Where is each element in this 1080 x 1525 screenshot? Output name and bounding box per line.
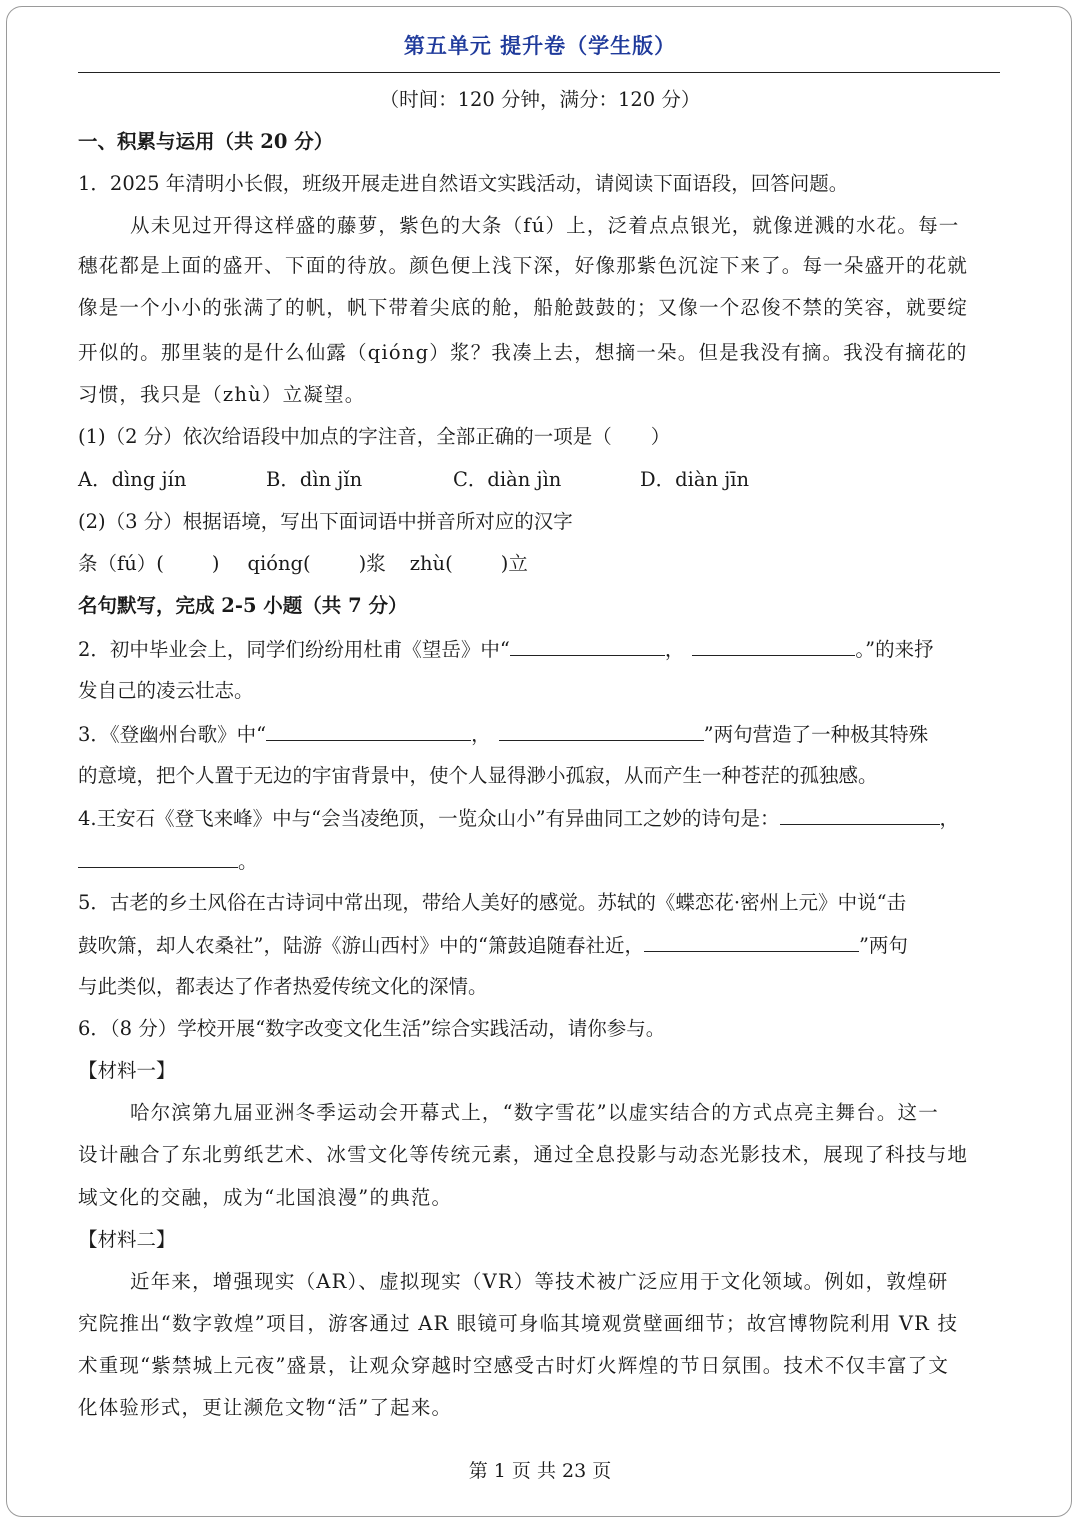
q3-text-b: ”两句营造了一种极其特殊 bbox=[703, 723, 929, 746]
material-1-line-1: 哈尔滨第九届亚洲冬季运动会开幕式上，“数字雪花”以虚实结合的方式点亮主舞台。这一 bbox=[130, 1101, 939, 1124]
q6-stem: 6．（8 分）学校开展“数字改变文化生活”综合实践活动，请你参与。 bbox=[78, 1017, 666, 1040]
passage-line-3: 像是一个小小的张满了的帆，帆下带着尖底的舱，船舱鼓鼓的；又像一个忍俊不禁的笑容，就要绽 bbox=[78, 296, 969, 319]
q2-text-a: 2．初中毕业会上，同学们纷纷用杜甫《望岳》中“ bbox=[78, 638, 510, 661]
q4-text-a: 4.王安石《登飞来峰》中与“会当凌绝顶，一览众山小”有异曲同工之妙的诗句是： bbox=[78, 807, 780, 830]
passage-line-5: 习惯，我只是（zhù）立凝望。 bbox=[78, 383, 366, 406]
q4-line-2 bbox=[78, 847, 258, 876]
section-heading-2: 名句默写，完成 2-5 小题（共 7 分） bbox=[78, 594, 408, 617]
q4-line-1 bbox=[78, 804, 959, 833]
q4-blank-1[interactable] bbox=[780, 804, 940, 825]
exam-time-info: （时间：120 分钟，满分：120 分） bbox=[379, 88, 701, 111]
section-heading-1: 一、积累与运用（共 20 分） bbox=[78, 130, 334, 153]
q3-line-1 bbox=[78, 720, 928, 749]
header-divider bbox=[78, 72, 1000, 73]
fill-zhu-label: zhù( bbox=[409, 552, 453, 575]
material-2-line-2: 究院推出“数字敦煌”项目，游客通过 AR 眼镜可身临其境观赏壁画细节；故宫博物院利用 VR 技 bbox=[78, 1312, 959, 1335]
q2-line-1 bbox=[78, 635, 934, 664]
q3-blank-1[interactable] bbox=[266, 720, 471, 741]
fill-qiong-label: qióng( bbox=[247, 552, 311, 575]
material-1-label: 【材料一】 bbox=[78, 1059, 176, 1082]
fill-fu-label: 条（fú）( bbox=[78, 552, 164, 575]
passage-line-4: 开似的。那里装的是什么仙露（qióng）浆？我凑上去，想摘一朵。但是我没有摘。我没有摘花的 bbox=[78, 341, 968, 364]
passage-line-2: 穗花都是上面的盛开、下面的待放。颜色便上浅下深，好像那紫色沉淀下来了。每一朵盛开的花就 bbox=[78, 254, 969, 277]
fill-fu-close: ) bbox=[211, 552, 220, 575]
q5-line-3: 与此类似，都表达了作者热爱传统文化的深情。 bbox=[78, 975, 488, 998]
option-a: A．dìng jín bbox=[78, 468, 187, 491]
q2-sep: ， bbox=[664, 638, 685, 661]
q5-line-1: 5．古老的乡土风俗在古诗词中常出现，带给人美好的感觉。苏轼的《蝶恋花·密州上元》中说“击 bbox=[78, 891, 907, 914]
q1-stem: 1．2025 年清明小长假，班级开展走进自然语文实践活动，请阅读下面语段，回答问题。 bbox=[78, 172, 849, 195]
q1-sub2: (2)（3 分）根据语境，写出下面词语中拼音所对应的汉字 bbox=[78, 510, 573, 533]
material-1-line-2: 设计融合了东北剪纸艺术、冰雪文化等传统元素，通过全息投影与动态光影技术，展现了科技与地 bbox=[78, 1143, 969, 1166]
option-d: D．diàn jīn bbox=[640, 468, 750, 491]
material-2-line-3: 术重现“紫禁城上元夜”盛景，让观众穿越时空感受古时灯火辉煌的节日氛围。技术不仅丰富了文 bbox=[78, 1354, 950, 1377]
fill-qiong-close: )浆 bbox=[358, 552, 386, 575]
page-number: 第 1 页 共 23 页 bbox=[468, 1460, 612, 1482]
q3-text-a: 3．《登幽州台歌》中“ bbox=[78, 723, 267, 746]
material-2-line-1: 近年来，增强现实（AR）、虚拟现实（VR）等技术被广泛应用于文化领域。例如，敦煌研 bbox=[130, 1270, 949, 1293]
option-b: B．dìn jǐn bbox=[266, 468, 363, 491]
q5-text-b2: ”两句 bbox=[858, 934, 908, 957]
q2-text-b: 。”的来抒 bbox=[855, 638, 934, 661]
q4-sep: ， bbox=[939, 807, 960, 830]
option-c: C．diàn jìn bbox=[453, 468, 562, 491]
page-title: 第五单元 提升卷（学生版） bbox=[403, 33, 677, 58]
q2-line-2: 发自己的凌云壮志。 bbox=[78, 679, 254, 702]
material-1-line-3: 域文化的交融，成为“北国浪漫”的典范。 bbox=[78, 1186, 453, 1209]
q3-sep: ， bbox=[471, 723, 491, 746]
q4-blank-2[interactable] bbox=[78, 847, 238, 868]
material-2-line-4: 化体验形式，更让濒危文物“活”了起来。 bbox=[78, 1396, 453, 1419]
q5-line-2 bbox=[78, 931, 908, 960]
q2-blank-2[interactable] bbox=[692, 635, 855, 656]
q5-text-b1: 鼓吹箫，却人农桑社”，陆游《游山西村》中的“箫鼓追随春社近， bbox=[78, 934, 644, 957]
q3-line-2: 的意境，把个人置于无边的宇宙背景中，使个人显得渺小孤寂，从而产生一种苍茫的孤独感。 bbox=[78, 764, 878, 787]
q3-blank-2[interactable] bbox=[499, 720, 704, 741]
q2-blank-1[interactable] bbox=[510, 635, 665, 656]
passage-line-1: 从未见过开得这样盛的藤萝，紫色的大条（fú）上，泛着点点银光，就像迸溅的水花。每一 bbox=[130, 214, 960, 237]
fill-zhu-close: )立 bbox=[500, 552, 528, 575]
material-2-label: 【材料二】 bbox=[78, 1228, 176, 1251]
q1-fill-row bbox=[78, 550, 528, 578]
q1-sub1: (1)（2 分）依次给语段中加点的字注音，全部正确的一项是（ ） bbox=[78, 425, 671, 448]
q4-end: 。 bbox=[238, 850, 258, 873]
q5-blank[interactable] bbox=[644, 931, 859, 952]
